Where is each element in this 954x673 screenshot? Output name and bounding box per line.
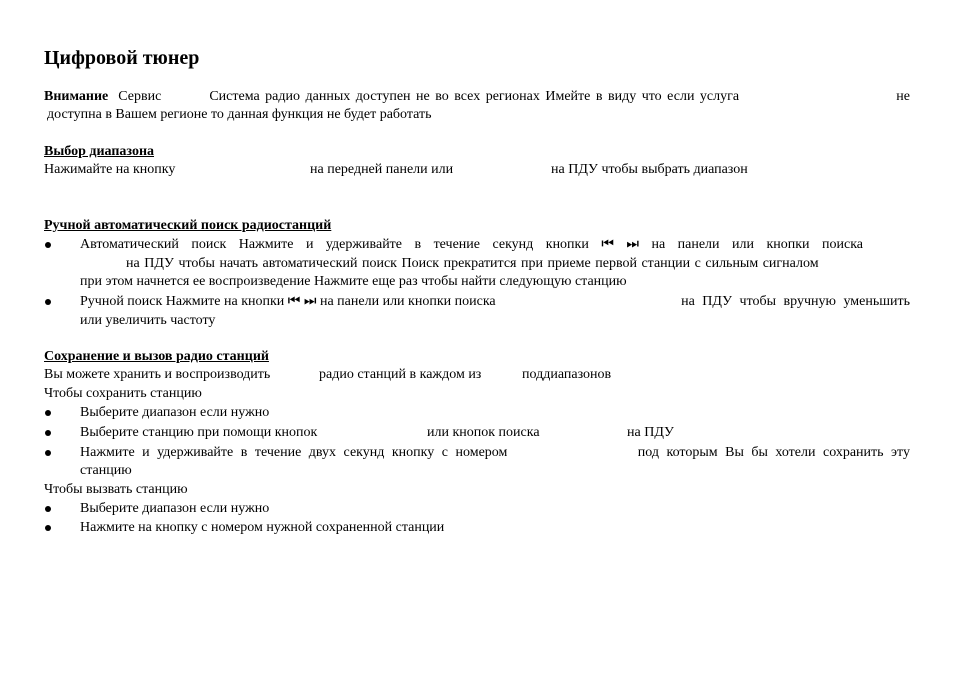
presets-intro-c: поддиапазонов <box>522 367 612 382</box>
presets-heading: Сохранение и вызов радио станций <box>44 349 269 364</box>
notice-service: Сервис <box>118 89 162 104</box>
notice-line-1 <box>44 89 910 106</box>
band-heading: Выбор диапазона <box>44 144 155 159</box>
auto-search-line-3: при этом начнется ее воспроизведение Нажмите еще раз чтобы найти следующую станцию <box>80 274 627 289</box>
save-step-3-b: под которым Вы бы хотели сохранить эту <box>637 445 910 460</box>
band-text-a: Нажимайте на кнопку <box>44 162 176 177</box>
manual-search-a: Ручной поиск Нажмите на кнопки ⏮ ⏭ на панели или кнопки поиска <box>80 294 496 309</box>
notice-label: Внимание <box>44 89 109 104</box>
manual-search-b: на ПДУ чтобы вручную уменьшить <box>681 294 910 309</box>
presets-intro-b: радио станций в каждом из <box>319 367 482 382</box>
save-step-2-c: на ПДУ <box>627 425 674 440</box>
notice-end: не <box>896 89 910 104</box>
manual-search-line-1 <box>80 294 910 311</box>
save-step-3-cont: станцию <box>80 463 132 478</box>
search-heading: Ручной автоматический поиск радиостанций <box>44 218 332 233</box>
notice-line-2: доступна в Вашем регионе то данная функция не будет работать <box>47 107 432 122</box>
save-step-2-a: Выберите станцию при помощи кнопок <box>80 425 318 440</box>
save-step-3-a: Нажмите и удерживайте в течение двух секунд кнопку с номером <box>80 445 508 460</box>
save-step-1: Выберите диапазон если нужно <box>80 405 270 420</box>
save-step-3 <box>80 445 910 462</box>
recall-title: Чтобы вызвать станцию <box>44 482 188 497</box>
recall-step-2: Нажмите на кнопку с номером нужной сохраненной станции <box>80 520 445 535</box>
notice-text: Система радио данных доступен не во всех регионах Имейте в виду что если услуга <box>209 89 740 104</box>
band-text-c: на ПДУ чтобы выбрать диапазон <box>551 162 748 177</box>
band-text-b: на передней панели или <box>310 162 454 177</box>
recall-step-1: Выберите диапазон если нужно <box>80 501 270 516</box>
save-step-2 <box>80 425 910 442</box>
auto-search-line-1: Автоматический поиск Нажмите и удерживайте в течение секунд кнопки ⏮ ⏭ на панели или кнопки поиска <box>80 237 863 252</box>
page-title: Цифровой тюнер <box>44 47 200 69</box>
save-title: Чтобы сохранить станцию <box>44 386 202 401</box>
presets-intro <box>44 367 910 384</box>
presets-intro-a: Вы можете хранить и воспроизводить <box>44 367 271 382</box>
manual-search-line-2: или увеличить частоту <box>80 313 216 328</box>
save-step-2-b: или кнопок поиска <box>427 425 540 440</box>
auto-search-line-2: на ПДУ чтобы начать автоматический поиск Поиск прекратится при приеме первой станции с сильным сигналом <box>126 256 819 271</box>
band-text <box>44 162 910 179</box>
